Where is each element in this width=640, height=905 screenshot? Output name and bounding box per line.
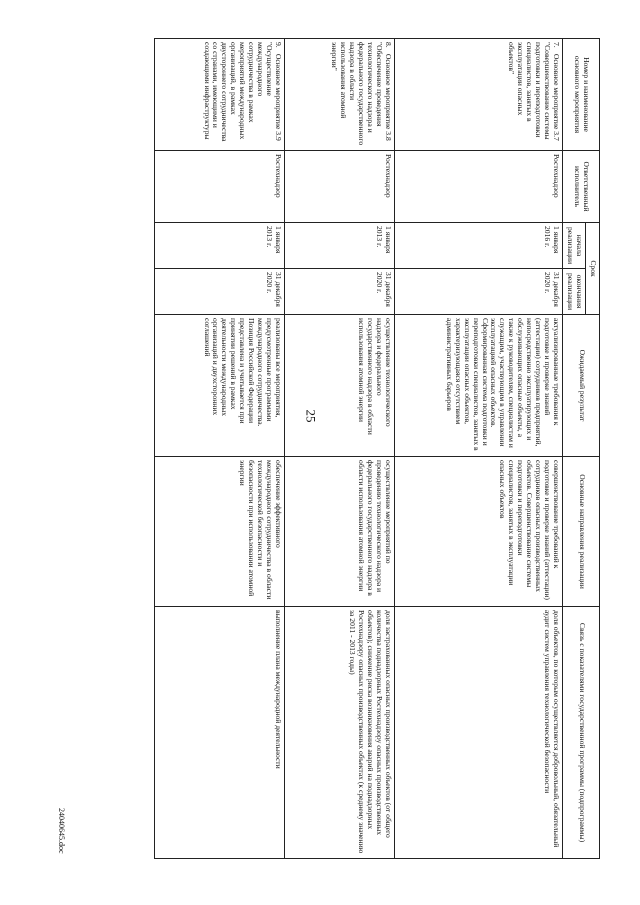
start-cell: 1 января 2016 г. [395,223,563,269]
link-cell: выполнение плана международной деятельности [155,607,285,859]
row-number: 9. [274,42,284,48]
page-number: 25 [303,409,319,423]
header-start: начала реализации [563,223,586,269]
measures-table [154,38,600,859]
table-row [155,39,285,859]
link-cell: доля застрахованных опасных производственных объектов (от общего количества поднадзорных Ростехнадзору опасных производственных объектов); снижение риска возникновения аварий на поднадзорных Ростехнадзору опасных производственных объектах (к среднему значению за 2011 - 2013 годы) [285,607,395,859]
executor-cell: Ростехнадзор [155,151,285,223]
header-term: Срок [586,223,600,315]
directions-cell: совершенствование требований к подготовке и проверке знаний (аттестации) сотрудников опасных производственных объектов. Совершенствование системы подготовки и переподготовки специалистов, занятых в эксплуатации опасных объектов [395,457,563,607]
result-cell: осуществление технологического надзора и федерального государственного надзора в области использования атомной энергии [285,315,395,457]
executor-cell: Ростехнадзор [285,151,395,223]
directions-cell: обеспечение эффективного международного сотрудничества в области технологической безопасности и безопасности при использовании атомной энергии [155,457,285,607]
table-header-row [586,39,600,859]
end-cell: 31 декабря 2020 г. [285,269,395,315]
header-name: Номер и наименование основного мероприятия [563,39,600,151]
start-cell: 1 января 2013 г. [155,223,285,269]
measure-name-cell [395,39,563,151]
link-cell: доля объектов, по которым осуществляется добровольный, обязательный аудит систем управления технологической безопасности [395,607,563,859]
start-cell: 1 января 2013 г. [285,223,395,269]
executor-cell: Ростехнадзор [395,151,563,223]
measure-name-cell [285,39,395,151]
row-number: 7. [552,42,562,48]
header-executor: Ответственный исполнитель [563,151,600,223]
header-end: окончания реализации [563,269,586,315]
document-filename: 24040645.doc [57,808,66,854]
directions-cell: осуществление мероприятий по проведению технологического надзора и федерального государственного надзора в области использования атомной энергии [285,457,395,607]
end-cell: 31 декабря 2020 г. [395,269,563,315]
result-cell: реализованы все мероприятия, предусмотренные программами международного сотрудничества. Позиция Российской Федерации представлена и учитывается при принятии решений в рамках деятельности международных организаций и двухсторонних соглашений [155,315,285,457]
header-link: Связь с показателями государственной программы (подпрограммы) [563,607,600,859]
header-result: Ожидаемый результат [563,315,600,457]
measure-name: Основное мероприятие 3.8 "Обеспечение проведения технологического надзора и федерального государственного надзора в области использования атомной энергии" [330,42,394,146]
end-cell: 31 декабря 2020 г. [155,269,285,315]
measure-name: Основное мероприятие 3.7 "Совершенствование системы подготовки и переподготовки специалистов, занятых в эксплуатации опасных объектов" [507,42,562,141]
header-directions: Основные направления реализации [563,457,600,607]
table-row [285,39,395,859]
row-number: 8. [384,42,394,48]
measure-name: Основное мероприятие 3.9 "Осуществление международного сотрудничества в рамках мероприятий международных организаций, в рамках двустороннего сотрудничества со странами, имеющими и создающими инфраструктуры [202,42,284,142]
table-row [395,39,563,859]
rotated-table-container [65,38,600,858]
measure-name-cell [155,39,285,151]
result-cell: актуализированные требования к подготовке и проверке знаний (аттестации) сотрудников предприятий, непосредственно эксплуатирующих и обслуживающих опасные объекты, а также к руководителям, специалистам и служащим, участвующим в управлении эксплуатацией опасных объектов. Сформированная система подготовки и переподготовки специалистов, занятых в эксплуатации опасных объектов, характеризующаяся отсутствием административных барьеров [395,315,563,457]
